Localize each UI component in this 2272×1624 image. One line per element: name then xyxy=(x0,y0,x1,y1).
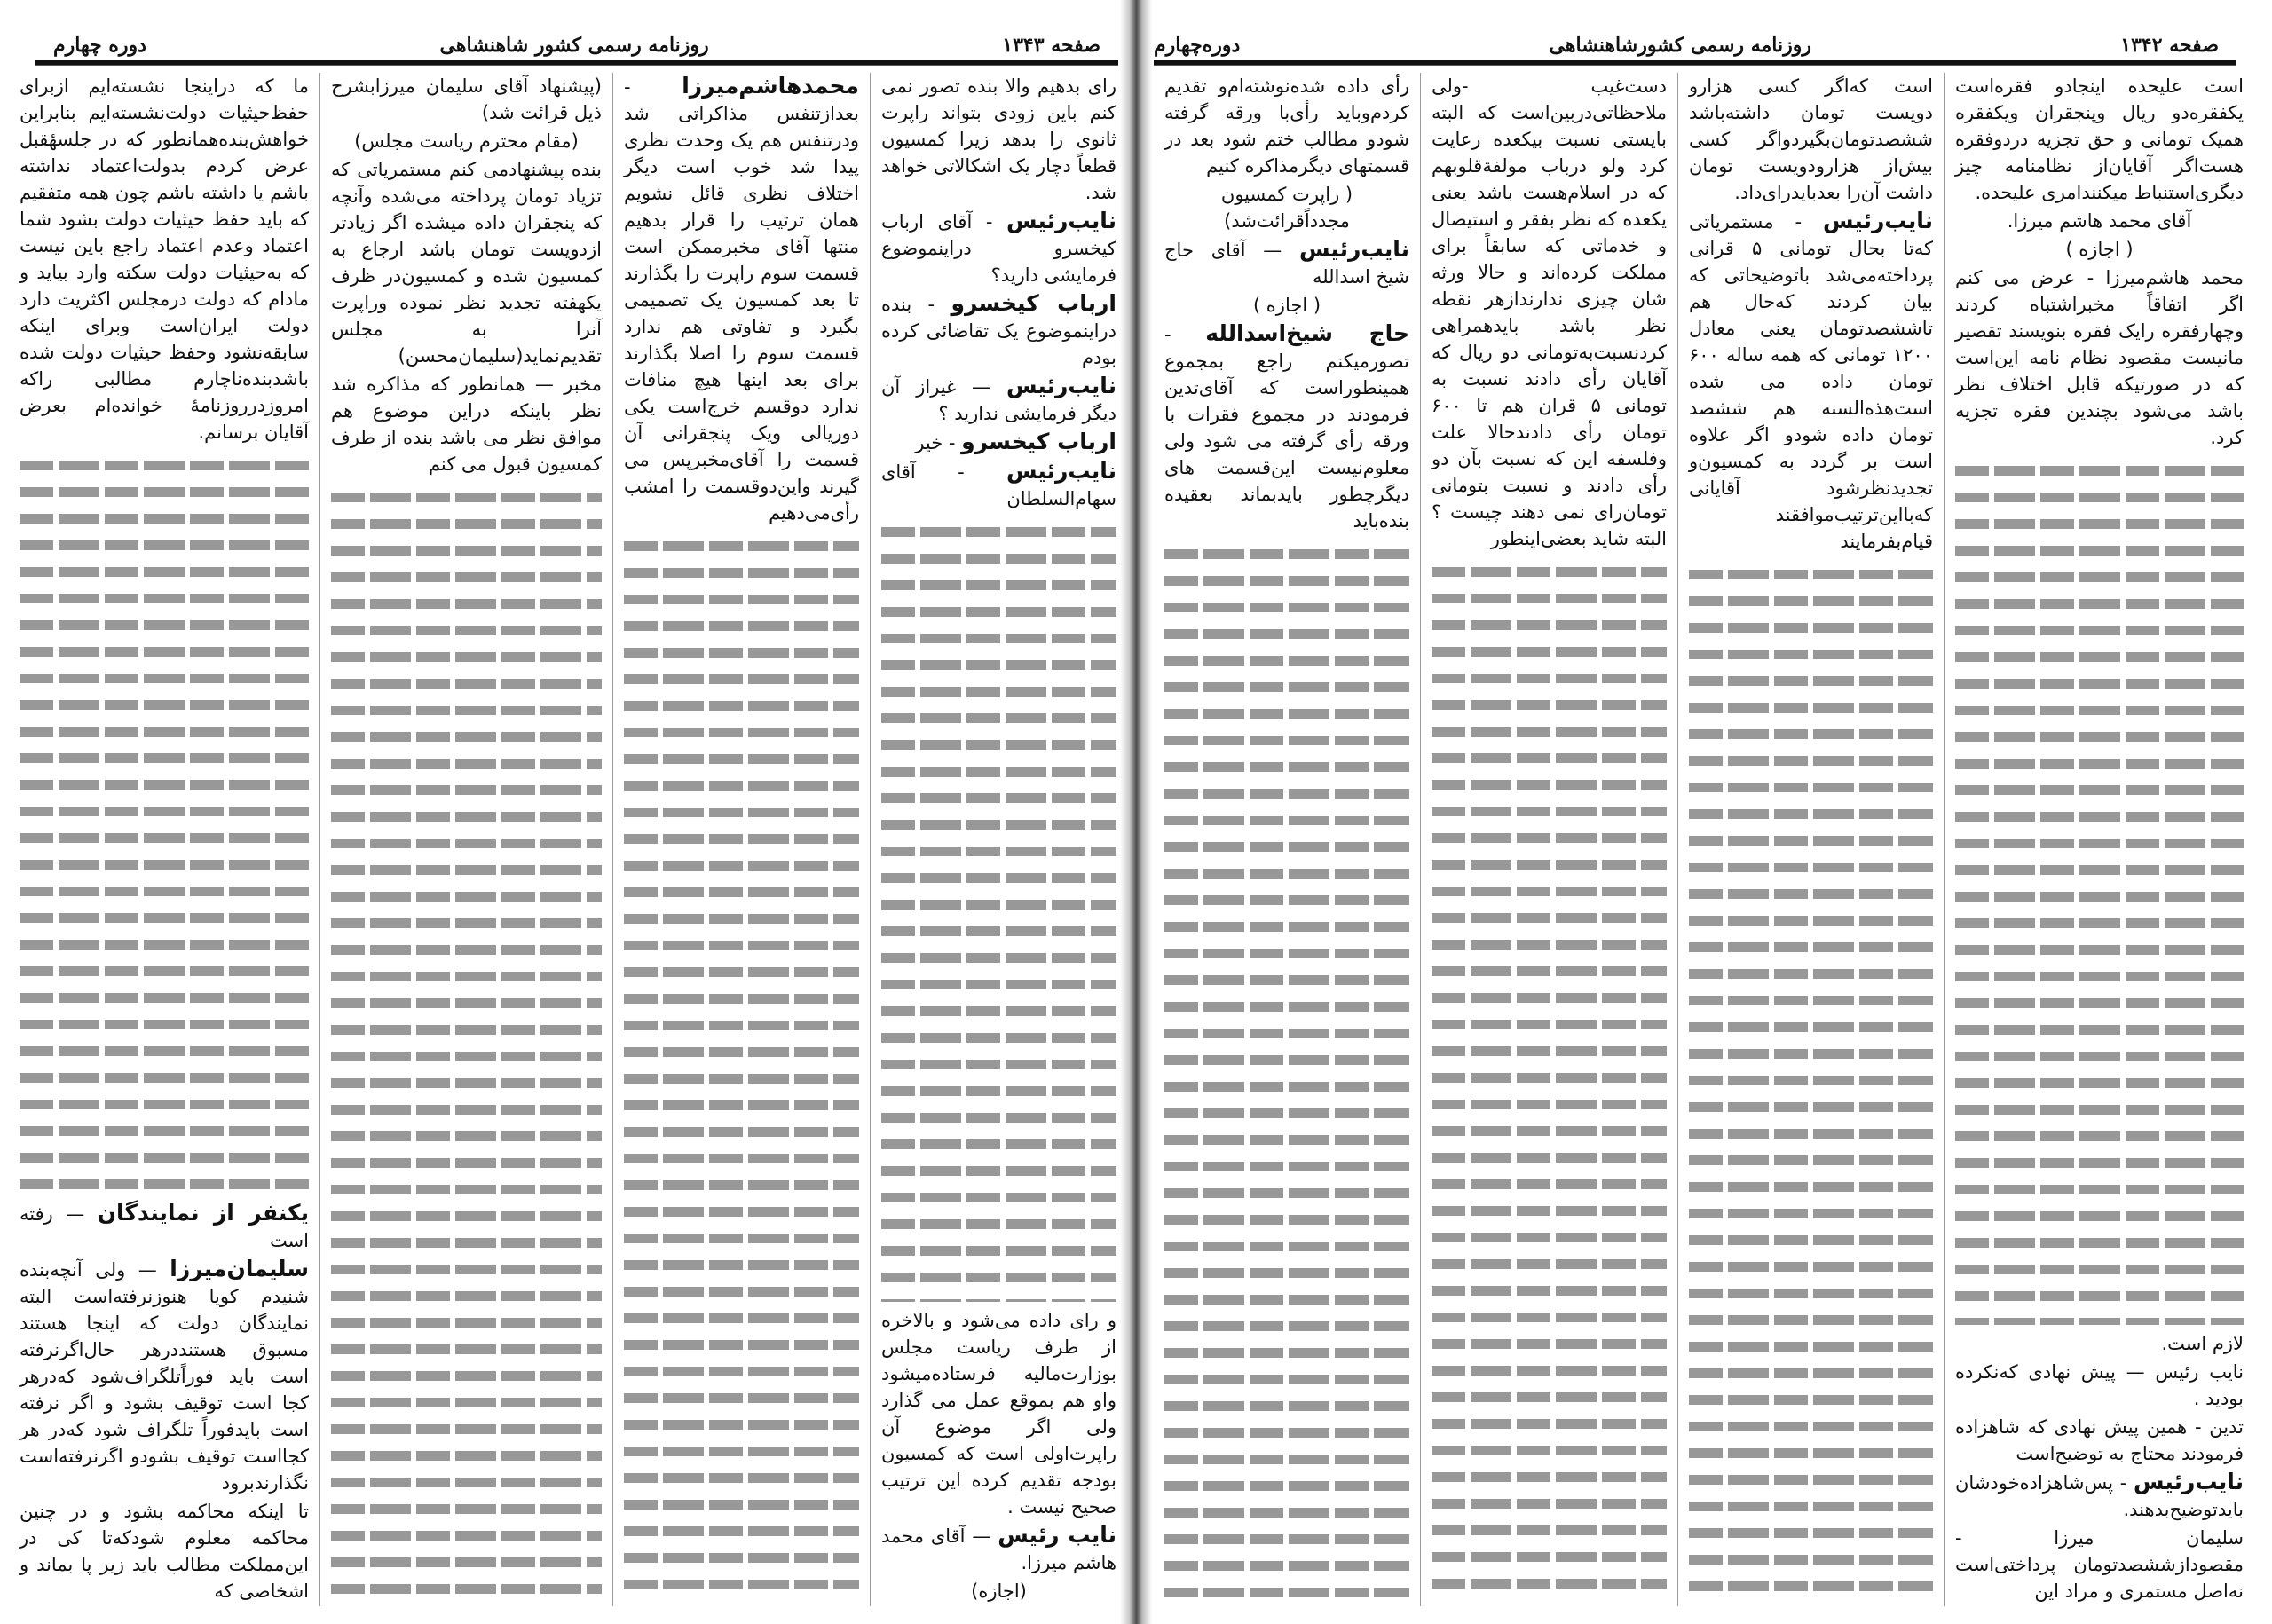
speaker-name: ارباب کیخسرو xyxy=(951,290,1116,316)
text-column xyxy=(9,73,320,1606)
speaker-name: محمدهاشم‌میرزا xyxy=(682,73,859,99)
paragraph-text: است که‌اگر کسی هزارو دویست تومان داشته‌باشد ششصدتومان‌بگیردواگر کسی بیش‌از هزارودویست تومان داشت آن‌را بعدبایدرای‌داد. xyxy=(1689,75,1933,203)
speaker-name: ارباب کیخسرو xyxy=(961,429,1116,454)
paragraph xyxy=(1432,73,1667,552)
newspaper-page-right xyxy=(1136,0,2272,1624)
paragraph-text: بنده پیشنهادمی کنم مستمریاتی که تزیاد تومان پرداخته می‌شده وآنچه که پنجقران داده میشده اگر زیادتر ازدویست تومان باشد ارجاع به کمسیون شده و کمسیون‌در ظرف یکهفته تجدید نظر نموده وراپرت آنرا به مجلس تقدیم‌نماید(سلیمان‌محسن) xyxy=(331,159,602,367)
paragraph-text: آقای محمد هاشم میرزا. xyxy=(2007,210,2192,232)
paragraph-text: - آقای سهام‌السلطان xyxy=(881,461,1116,509)
paragraph xyxy=(1164,181,1409,234)
paragraph-text: (پیشنهاد آقای سلیمان میرزابشرح ذیل قرائت شد) xyxy=(331,75,602,123)
paragraph-text: دست‌غیب -ولی ملاحظاتی‌دربین‌است که البته بایستی نسبت بیکعده رعایت کرد ولو درباب مولفة‌قلوبهم که در اسلام‌هست باشد یعنی یکعده که نظر بفقر و استیصال و خدماتی که سابقاً برای مملکت کرده‌اند و حالا ورثه شان چیزی ندارندازهر نقطه نظر باشد بایدهمراهی کردنسبت‌به‌تومانی دو ریال که آقایان رأی دادند نسبت به تومانی ۵ قران هم تا ۶۰۰ تومان رأی دادندحالا علت وفلسفه این که نسبت بآن دو رأی دادند و نسبت بتومانی تومان‌رای نمی دهند چیست ؟البته شاید بعضی‌اینطور xyxy=(1432,75,1667,549)
paragraph-text: ( اجازه ) xyxy=(1252,295,1321,316)
speaker-name: یکنفر از نمایندگان xyxy=(97,1200,309,1226)
paragraph xyxy=(1164,292,1409,319)
header-rule xyxy=(36,60,1118,66)
columns xyxy=(18,73,1127,1606)
illegible-text-block xyxy=(1164,541,1409,1601)
paragraph xyxy=(1955,1330,2244,1357)
paragraph-text: (مقام محترم ریاست مجلس) xyxy=(354,130,579,152)
paragraph xyxy=(1955,1359,2244,1412)
paragraph-text: (اجازه) xyxy=(971,1581,1027,1602)
paragraph-text: رأی داده شده‌نوشته‌ام‌و تقدیم کردم‌وباید رأی‌با ورقه گرفته شودو مطالب ختم شود بعد در قسمتهای دیگرمذاکره کنیم xyxy=(1164,75,1409,177)
paragraph xyxy=(1955,1414,2244,1467)
text-column xyxy=(1944,73,2254,1606)
paragraph xyxy=(20,1498,309,1604)
speaker-name: نایب‌رئیس xyxy=(1299,236,1409,262)
paragraph xyxy=(20,73,309,445)
text-column xyxy=(612,73,870,1606)
paragraph xyxy=(1955,236,2244,263)
paragraph xyxy=(881,458,1116,512)
paragraph xyxy=(624,73,859,526)
paragraph-text: — آقای محمد هاشم میرزا. xyxy=(881,1525,1116,1573)
paragraph-text: سلیمان میرزا - مقصوداز‌ششصدتومان پرداختی‌است نه‌اصل مستمری و مراد این xyxy=(1955,1527,2244,1602)
paragraph-text: تدین - همین پیش نهادی که شاهزاده فرمودند محتاج به توضیح‌است xyxy=(1955,1416,2244,1464)
speaker-name: سلیمان‌میرزا xyxy=(170,1256,309,1281)
paragraph xyxy=(881,1578,1116,1604)
paragraph xyxy=(1164,320,1409,534)
paragraph xyxy=(1689,208,1933,555)
columns xyxy=(1145,73,2254,1606)
illegible-text-block xyxy=(331,485,602,1601)
paragraph xyxy=(1955,73,2244,206)
paragraph-text: - پس‌شاهزاده‌خودشان بایدتوضیح‌بدهند. xyxy=(1955,1472,2244,1520)
text-column xyxy=(1420,73,1677,1606)
illegible-text-block xyxy=(1432,559,1667,1601)
period-label: دوره‌چهارم xyxy=(1154,34,1241,57)
paragraph xyxy=(20,1200,309,1254)
speaker-name: نایب‌رئیس xyxy=(1006,373,1116,398)
paragraph xyxy=(881,1307,1116,1520)
paragraph-text: تا اینکه محاکمه بشود و در چنین محاکمه معلوم شودکه‌تا کی در این‌مملکت مطالب باید زیر پا بماند و اشخاصی که xyxy=(20,1501,309,1602)
paragraph-text: - خیر xyxy=(915,432,956,453)
illegible-text-block xyxy=(1955,458,2244,1325)
paragraph xyxy=(1955,264,2244,451)
paragraph xyxy=(331,128,602,154)
paragraph xyxy=(20,1256,309,1496)
paragraph xyxy=(1164,73,1409,179)
page-number: صفحه ۱۳۴۲ xyxy=(2120,34,2219,57)
paragraph-text: رای بدهیم والا بنده تصور نمی کنم باین زودی بتواند راپرت ثانوی را بدهد زیرا کمسیون قطعاً دچار یک اشکالاتی خواهد شد. xyxy=(881,75,1116,203)
speaker-name: نایب‌رئیس xyxy=(1006,208,1116,233)
text-column xyxy=(1677,73,1944,1606)
paragraph-text: ( اجازه ) xyxy=(2065,239,2134,260)
paragraph xyxy=(1164,236,1409,290)
paragraph-text: نایب رئیس — پیش نهادی که‌نکرده بودید . xyxy=(1955,1361,2244,1409)
paragraph-text: مخبر — همانطور که مذاکره شد نظر باینکه دراین موضوع هم موافق نظر می باشد بنده از طرف کمسیون قبول می کنم xyxy=(331,374,602,475)
period-label: دوره چهارم xyxy=(53,34,146,57)
paragraph-text: — آقای حاج شیخ اسدالله xyxy=(1164,240,1409,288)
paragraph xyxy=(881,373,1116,427)
header-rule xyxy=(1154,60,2236,66)
paragraph xyxy=(881,290,1116,371)
paragraph xyxy=(1955,208,2244,234)
illegible-text-block xyxy=(881,519,1116,1302)
paragraph-text: — رفته است xyxy=(20,1203,309,1251)
paragraph-text: لازم است. xyxy=(2161,1333,2244,1354)
paragraph-text: محمد هاشم‌میرزا - عرض می کنم اگر اتفاقاً مخبراشتباه کردند وچهارفقره رایک فقره بنویسند تقصیر مانیست مقصود نظام نامه این‌است که در صورتیکه قابل اختلاف نظر باشد می‌شود بچندین فقره تجزیه کرد. xyxy=(1955,267,2244,448)
paragraph xyxy=(881,208,1116,288)
speaker-name: نایب‌رئیس xyxy=(1006,458,1116,484)
newspaper-title: روزنامه رسمی کشورشاهنشاهی xyxy=(1549,34,1811,57)
paragraph xyxy=(331,156,602,369)
paragraph-text: ( راپرت کمسیون مجدداًقرائت‌شد) xyxy=(1220,184,1353,232)
paragraph xyxy=(1955,1525,2244,1604)
paragraph xyxy=(1689,73,1933,206)
speaker-name: حاج شیخ‌اسدالله xyxy=(1205,320,1409,346)
paragraph-text: - بعدازتنفس مذاکراتی شد ودرتنفس هم یک وحدت نظری پیدا شد خوب است دیگر اختلاف نظری قائل نشویم همان ترتیب را قرار بدهیم منتها آقای مخبرممکن است قسمت سوم راپرت را بگذارند تا بعد کمسیون یک تصمیمی بگیرد و تفاوتی هم ندارد قسمت سوم را اصلا بگذارند برای بعد اینها هیچ منافات ندارد دوقسم خرج‌است یکی دوریالی ویک پنجقرانی آن قسمت را آقای‌مخبرپس می گیرند واین‌دوقسمت را امشب رأی‌می‌دهیم xyxy=(624,76,859,524)
paragraph-text: - مستمریاتی که‌تا بحال تومانی ۵ قرانی پرداخته‌می‌شد باتوضیحاتی که بیان کردند که‌حال هم تاششصدتومان یعنی معادل ۱۲۰۰ تومانی که همه ساله ۶۰۰ تومان داده می شده است‌هذه‌السنه هم ششصد تومان داده شودو اگر علاوه است بر گردد به کمسیون‌و تجدیدنظرشود آقایانی که‌بااین‌ترتیب‌موافقند قیام‌بفرمایند xyxy=(1689,211,1934,552)
paragraph-text: - آقای ارباب کیخسرو دراینموضوع فرمایشی دارید؟ xyxy=(881,211,1116,286)
newspaper-title: روزنامه رسمی کشور شاهنشاهی xyxy=(439,34,709,57)
text-column xyxy=(870,73,1127,1606)
paragraph-text: — غیراز آن دیگر فرمایشی ندارید ؟ xyxy=(881,376,1116,424)
paragraph xyxy=(881,73,1116,206)
paragraph xyxy=(881,429,1116,456)
paragraph xyxy=(331,73,602,126)
illegible-text-block xyxy=(20,453,309,1194)
page-header xyxy=(53,27,1100,57)
paragraph xyxy=(1955,1469,2244,1523)
speaker-name: نایب‌رئیس xyxy=(2134,1469,2244,1494)
paragraph-text: - تصورمیکنم راجع بمجموع همینطوراست که آقای‌تدین فرمودند در مجموع فقرات با ورقه رأی گرفته می شود ولی معلوم‌نیست این‌قسمت های دیگرچطور بایدبماند بعقیده بنده‌باید xyxy=(1164,324,1409,532)
paragraph-text: — ولی آنچه‌بنده شنیدم کویا هنوزنرفته‌است البته نمایندگان دولت که اینجا هستند مسبوق هستنددرهر حال‌اگرنرفته است باید فوراًتلگراف‌شود که‌درهر کجا است توقیف بشود و اگر نرفته است بایدفوراً تلگراف شود که‌در هر کجااست توقیف بشودو اگرنرفته‌است نگذارندبرود xyxy=(20,1259,309,1494)
illegible-text-block xyxy=(624,533,859,1601)
paragraph xyxy=(331,371,602,477)
page-header xyxy=(1154,27,2219,57)
paragraph-text: - بنده دراینموضوع یک تقاضائی کرده بودم xyxy=(881,294,1116,368)
paragraph xyxy=(881,1522,1116,1576)
illegible-text-block xyxy=(1689,562,1933,1601)
paragraph-text: و رای داده می‌شود و بالاخره از طرف ریاست مجلس بوزارت‌مالیه فرستاده‌میشود واو هم بموقع عمل می گذارد ولی اگر موضوع آن راپرت‌اولی است که کمسیون بودجه تقدیم کرده این ترتیب صحیح نیست . xyxy=(881,1310,1116,1518)
paragraph-text: است علیحده اینجادو فقره‌است یکفقره‌دو ریال وپنجقران ویکفقره همیک تومانی و حق تجزیه دردوفقره هست‌اگر آقایان‌از نظامنامه چیز دیگری‌استنباط میکنندامری علیحده. xyxy=(1955,75,2244,203)
text-column xyxy=(1154,73,1420,1606)
speaker-name: نایب‌رئیس xyxy=(1823,208,1933,233)
text-column xyxy=(320,73,612,1606)
page-gutter-shadow xyxy=(1120,0,1152,1624)
speaker-name: نایب رئیس xyxy=(998,1522,1116,1548)
page-number: صفحه ۱۳۴۳ xyxy=(1002,34,1100,57)
paragraph-text: ما که دراینجا نشسته‌ایم ازبرای حفظ‌حیثیات دولت‌نشسته‌ایم بنابراین خواهش‌بنده‌همانطور که در جلسهٔقبل عرض کردم بدولت‌اعتماد نداشته باشم یا داشته باشم چون همه متفقیم که باید حفظ حیثیات دولت بشود شما اعتماد وعدم اعتماد راجع باین نیست که به‌حیثیات دولت سکته وارد بیاید و مادام که دولت درمجلس اکثریت دارد دولت ایران‌است وبرای اینکه سابقه‌نشود وحفظ حیثیات دولت شده باشدبنده‌ناچارم مطالبی راکه امروزدرروزنامهٔ خوانده‌ام بعرض آقایان برسانم. xyxy=(20,75,309,443)
